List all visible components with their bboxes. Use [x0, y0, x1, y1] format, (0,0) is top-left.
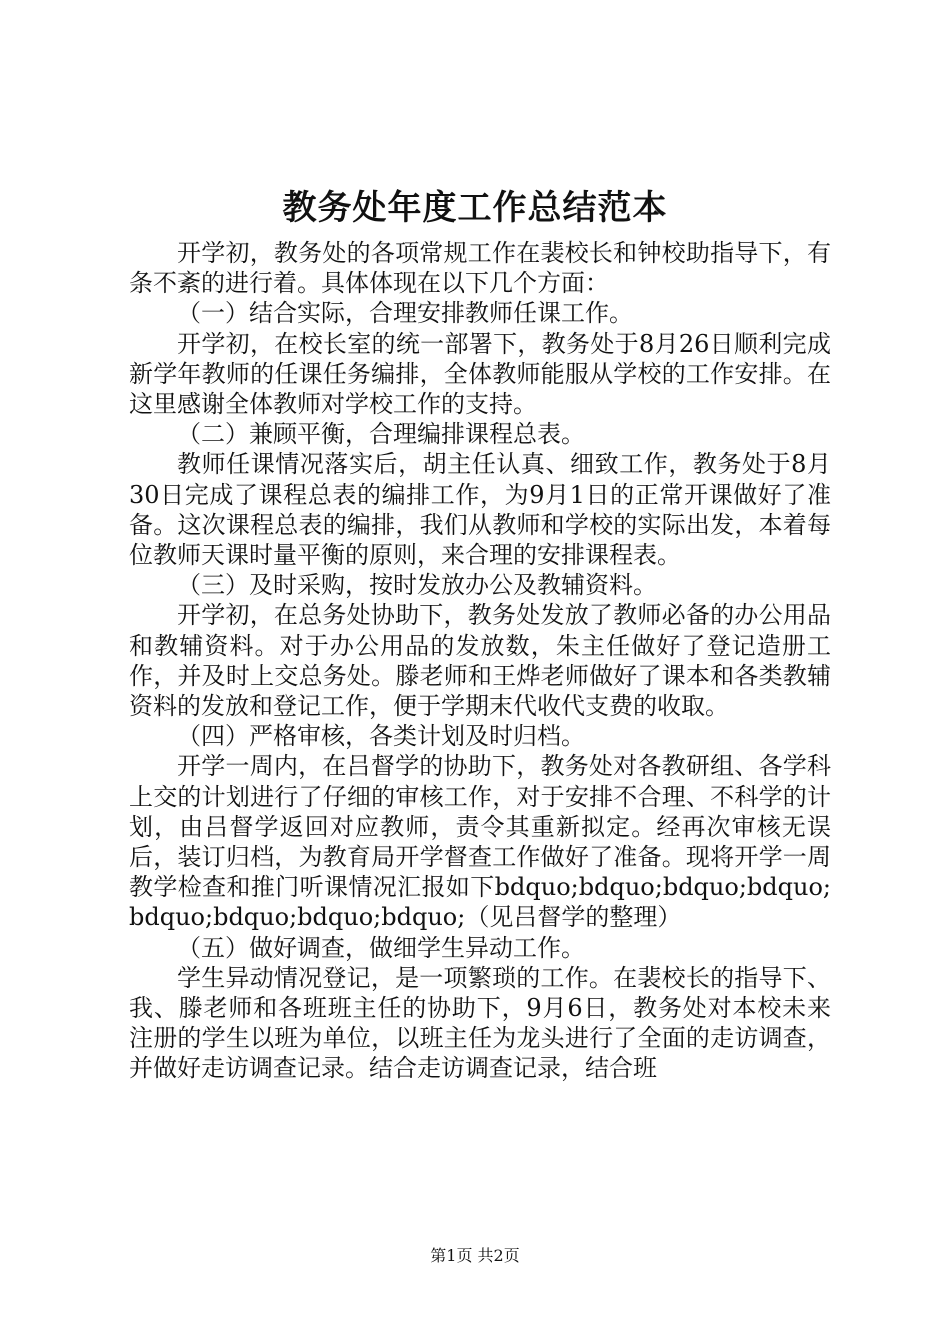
paragraph-section-1: 开学初，在校长室的统一部署下，教务处于8月26日顺利完成新学年教师的任课任务编排，全体教师能服从学校的工作安排。在这里感谢全体教师对学校工作的支持。 [129, 329, 831, 419]
document-body [129, 238, 831, 1084]
paragraph-section-5: 学生异动情况登记，是一项繁琐的工作。在裴校长的指导下、我、滕老师和各班班主任的协助下，9月6日，教务处对本校未来注册的学生以班为单位，以班主任为龙头进行了全面的走访调查，并做好走访调查记录。结合走访调查记录，结合班 [129, 963, 831, 1083]
section-heading-1: （一）结合实际，合理安排教师任课工作。 [177, 299, 633, 328]
document-title: 教务处年度工作总结范本 [282, 188, 668, 228]
paragraph-section-3: 开学初，在总务处协助下，教务处发放了教师必备的办公用品和教辅资料。对于办公用品的发放数，朱主任做好了登记造册工作，并及时上交总务处。滕老师和王烨老师做好了课本和各类教辅资料的发放和登记工作，便于学期末代收代支费的收取。 [129, 601, 831, 721]
page-footer: 第1页 共2页 [430, 1246, 520, 1265]
section-heading-5: （五）做好调查，做细学生异动工作。 [177, 933, 585, 962]
section-heading-3: （三）及时采购，按时发放办公及教辅资料。 [177, 571, 657, 600]
paragraph-section-2: 教师任课情况落实后，胡主任认真、细致工作，教务处于8月30日完成了课程总表的编排工作，为9月1日的正常开课做好了准备。这次课程总表的编排，我们从教师和学校的实际出发，本着每位教师天课时量平衡的原则，来合理的安排课程表。 [129, 450, 831, 570]
paragraph-section-4: 开学一周内，在吕督学的协助下，教务处对各教研组、各学科上交的计划进行了仔细的审核工作，对于安排不合理、不科学的计划，由吕督学返回对应教师，责令其重新拟定。经再次审核无误后，装订归档，为教育局开学督查工作做好了准备。现将开学一周教学检查和推门听课情况汇报如下bdquo;bdquo;bdquo;bdquo;bdquo;bdquo;bdquo;bdquo;（见吕督学的整理） [129, 752, 831, 932]
section-heading-4: （四）严格审核，各类计划及时归档。 [177, 722, 585, 751]
paragraph-intro: 开学初，教务处的各项常规工作在裴校长和钟校助指导下，有条不紊的进行着。具体体现在以下几个方面： [129, 239, 831, 298]
section-heading-2: （二）兼顾平衡，合理编排课程总表。 [177, 420, 585, 449]
